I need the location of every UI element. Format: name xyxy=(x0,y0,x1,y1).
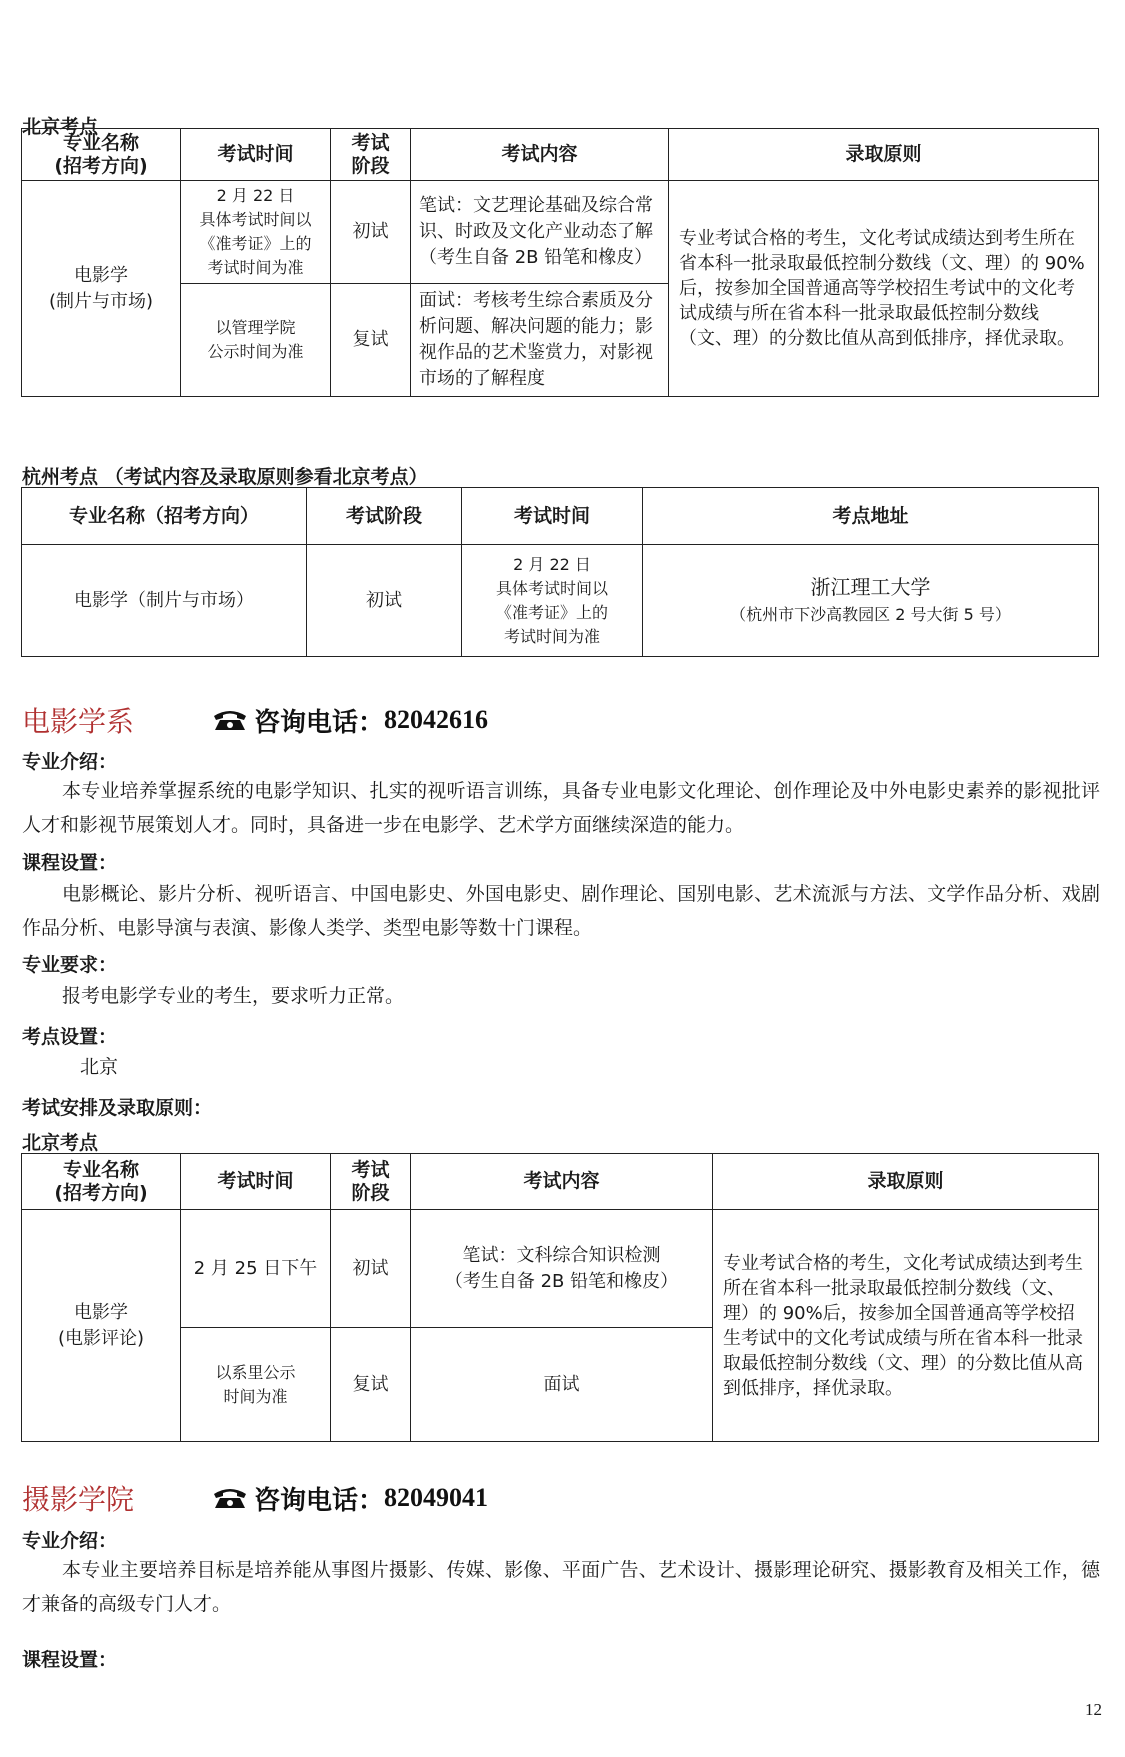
film-site-text: 北京 xyxy=(80,1056,119,1078)
hangzhou-exam-site-title: 杭州考点 （考试内容及录取原则参看北京考点） xyxy=(22,466,428,488)
row2-content: 面试：考核考生综合素质及分析问题、解决问题的能力；影视作品的艺术鉴赏力，对影视市场的了解程度 xyxy=(411,284,669,397)
film-site-title: 考点设置： xyxy=(22,1026,118,1048)
header-major: 专业名称 (招考方向) xyxy=(22,129,181,181)
film-arrangement-title: 考试安排及录取原则： xyxy=(22,1097,213,1119)
fc-row2-time: 以系里公示 时间为准 xyxy=(181,1328,331,1442)
photo-intro-text: 本专业主要培养目标是培养能从事图片摄影、传媒、影像、平面广告、艺术设计、摄影理论研究、摄影教育及相关工作，德才兼备的高级专门人才。 xyxy=(22,1559,1100,1615)
film-dept-name: 电影学系 xyxy=(22,705,135,738)
phone-icon xyxy=(212,1487,248,1509)
film-dept-phone-number: 82042616 xyxy=(384,705,489,734)
film-intro-text: 本专业培养掌握系统的电影学知识、扎实的视听语言训练，具备专业电影文化理论、创作理论及中外电影史素养的影视批评人才和影视节展策划人才。同时，具备进一步在电影学、艺术学方面继续深造的能力。 xyxy=(22,780,1100,836)
film-beijing-title: 北京考点 xyxy=(22,1132,99,1154)
film-criticism-exam-table xyxy=(21,1153,1099,1442)
fc-header-major: 专业名称 (招考方向) xyxy=(22,1154,181,1210)
hangzhou-exam-table xyxy=(21,487,1099,657)
photo-dept-name: 摄影学院 xyxy=(22,1483,135,1516)
header-content: 考试内容 xyxy=(411,129,669,181)
fc-header-stage: 考试 阶段 xyxy=(331,1154,411,1210)
fc-admission-cell: 专业考试合格的考生，文化考试成绩达到考生所在省本科一批录取最低控制分数线（文、理）的 90%后，按参加全国普通高等学校招生考试中的文化考试成绩与所在省本科一批录取最低控制分数线（文、理）的分数比值从高到低排序，择优录取。 xyxy=(713,1210,1099,1442)
hz-stage: 初试 xyxy=(307,545,462,657)
film-dept-phone-label: 咨询电话： xyxy=(254,707,385,738)
fc-major-cell: 电影学 (电影评论) xyxy=(22,1210,181,1442)
photo-dept-phone-number: 82049041 xyxy=(384,1483,489,1512)
row1-time: 2 月 22 日 具体考试时间以 《准考证》上的 考试时间为准 xyxy=(181,181,331,284)
hz-address: 浙江理工大学 （杭州市下沙高教园区 2 号大街 5 号） xyxy=(643,545,1099,657)
hz-header-time: 考试时间 xyxy=(462,488,643,545)
major-cell: 电影学 (制片与市场) xyxy=(22,181,181,397)
admission-cell: 专业考试合格的考生，文化考试成绩达到考生所在省本科一批录取最低控制分数线（文、理）的 90%后，按参加全国普通高等学校招生考试中的文化考试成绩与所在省本科一批录取最低控制分数线（文、理）的分数比值从高到低排序，择优录取。 xyxy=(669,181,1099,397)
photo-intro-title: 专业介绍： xyxy=(22,1530,118,1552)
film-courses-text: 电影概论、影片分析、视听语言、中国电影史、外国电影史、剧作理论、国别电影、艺术流派与方法、文学作品分析、戏剧作品分析、电影导演与表演、影像人类学、类型电影等数十门课程。 xyxy=(22,883,1100,939)
row2-stage: 复试 xyxy=(331,284,411,397)
row1-stage: 初试 xyxy=(331,181,411,284)
fc-row1-stage: 初试 xyxy=(331,1210,411,1328)
hz-major: 电影学（制片与市场） xyxy=(22,545,307,657)
fc-row2-content: 面试 xyxy=(411,1328,713,1442)
film-intro-title: 专业介绍： xyxy=(22,751,118,773)
film-courses-title: 课程设置： xyxy=(22,852,118,874)
photo-dept-header xyxy=(22,1478,488,1518)
fc-header-time: 考试时间 xyxy=(181,1154,331,1210)
header-admission: 录取原则 xyxy=(669,129,1099,181)
fc-row1-time: 2 月 25 日下午 xyxy=(181,1210,331,1328)
fc-header-admission: 录取原则 xyxy=(713,1154,1099,1210)
fc-row2-stage: 复试 xyxy=(331,1328,411,1442)
film-req-title: 专业要求： xyxy=(22,954,118,976)
photo-dept-phone-label: 咨询电话： xyxy=(254,1485,385,1516)
hz-header-address: 考点地址 xyxy=(643,488,1099,545)
header-time: 考试时间 xyxy=(181,129,331,181)
hz-header-major: 专业名称（招考方向） xyxy=(22,488,307,545)
phone-icon xyxy=(212,709,248,731)
fc-header-content: 考试内容 xyxy=(411,1154,713,1210)
photo-courses-title: 课程设置： xyxy=(22,1649,118,1671)
hz-time: 2 月 22 日 具体考试时间以 《准考证》上的 考试时间为准 xyxy=(462,545,643,657)
fc-row1-content: 笔试：文科综合知识检测 （考生自备 2B 铅笔和橡皮） xyxy=(411,1210,713,1328)
film-dept-header xyxy=(22,700,488,740)
page-number: 12 xyxy=(1085,1700,1102,1719)
beijing-production-exam-table xyxy=(21,128,1099,397)
hz-header-stage: 考试阶段 xyxy=(307,488,462,545)
beijing-exam-site-title: 北京考点 xyxy=(22,116,99,138)
row2-time: 以管理学院 公示时间为准 xyxy=(181,284,331,397)
row1-content: 笔试：文艺理论基础及综合常识、时政及文化产业动态了解（考生自备 2B 铅笔和橡皮） xyxy=(411,181,669,284)
film-req-text: 报考电影学专业的考生，要求听力正常。 xyxy=(62,985,405,1007)
header-stage: 考试 阶段 xyxy=(331,129,411,181)
